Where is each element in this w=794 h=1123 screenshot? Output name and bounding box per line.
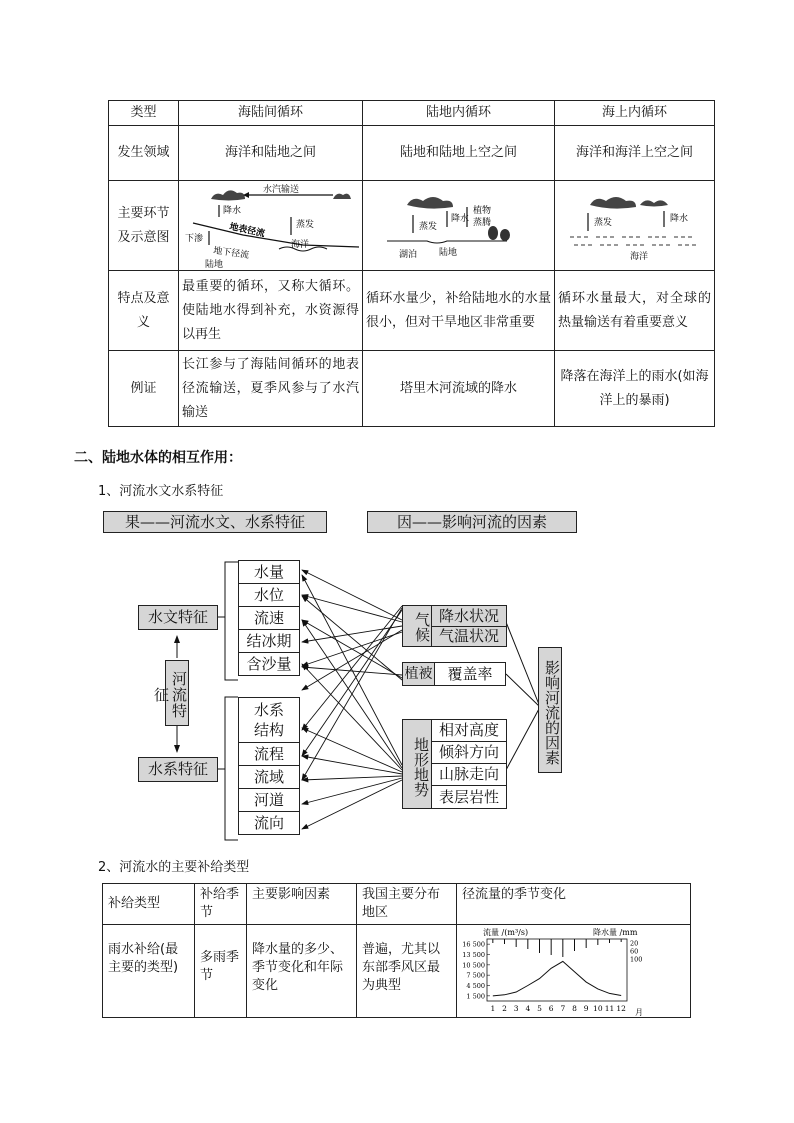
- x-tick-label: 5: [537, 1004, 542, 1013]
- land-cycle-diagram: [363, 181, 555, 271]
- ground-line: [387, 241, 507, 243]
- cloud-icon: [590, 197, 636, 209]
- sea-land-cycle-diagram: [179, 181, 363, 271]
- table-header: 陆地内循环: [363, 101, 555, 126]
- water-cycle-table: [108, 100, 715, 427]
- table-cell: 普遍，尤其以东部季风区最为典型: [357, 925, 457, 1018]
- vegetation-label: 植被: [402, 662, 435, 686]
- terrain-item: 相对高度: [431, 719, 507, 742]
- x-tick-label: 10: [593, 1004, 603, 1013]
- sea-cycle-svg: [560, 183, 710, 269]
- factor-line: [506, 707, 540, 770]
- y-tick-label: 16 500: [462, 940, 485, 949]
- row-label: 例证: [109, 351, 179, 427]
- sea-cycle-diagram: [555, 181, 715, 271]
- system-item: 流向: [238, 811, 300, 835]
- table-header: 补给季节: [195, 884, 247, 925]
- x-tick-label: 3: [513, 1004, 519, 1013]
- table-header: 类型: [109, 101, 179, 126]
- y-tick-label: 13 500: [462, 951, 485, 959]
- cloud-icon: [640, 200, 668, 206]
- river-feature-label: 河流特征: [165, 660, 189, 726]
- terrain-label: 地形地势: [402, 719, 432, 809]
- table-header: 海陆间循环: [179, 101, 363, 126]
- climate-label: 气候: [402, 605, 432, 647]
- label-rain: 降水: [669, 213, 688, 224]
- table-cell: 海洋和海洋上空之间: [555, 126, 715, 181]
- label-plant: 植物: [472, 205, 491, 216]
- label-sea: 海洋: [290, 239, 309, 250]
- x-tick-label: 8: [572, 1004, 577, 1013]
- table-header: 海上内循环: [555, 101, 715, 126]
- table-header: 补给类型: [103, 884, 195, 925]
- label-evap: 蒸发: [418, 221, 437, 232]
- label-seep: 下渗: [184, 233, 203, 244]
- flow-connectors: [0, 540, 794, 850]
- label-evap: 蒸发: [295, 219, 314, 230]
- x-tick-label: 4: [525, 1004, 531, 1013]
- hydro-bracket: [225, 562, 238, 680]
- sea-land-cycle-svg: [183, 183, 359, 269]
- x-tick-label: 11: [604, 1004, 615, 1013]
- y2-tick-label: 20: [630, 939, 639, 948]
- label-rain: 降水: [222, 205, 241, 216]
- factor-label: 影响河流的因素: [538, 647, 562, 773]
- cloud-icon: [407, 197, 453, 209]
- label-land: 陆地: [438, 247, 457, 258]
- section-heading: 二、陆地水体的相互作用：: [74, 450, 242, 466]
- table-header: 我国主要分布地区: [357, 884, 457, 925]
- table-header: 径流量的季节变化: [457, 884, 691, 925]
- table-header: 主要影响因素: [247, 884, 357, 925]
- terrain-item: 表层岩性: [431, 785, 507, 809]
- table-cell: 海洋和陆地之间: [179, 126, 363, 181]
- table-cell: 循环水量最大，对全球的热量输送有着重要意义: [555, 271, 715, 351]
- table-cell: 循环水量少，补给陆地水的水量很小，但对干旱地区非常重要: [363, 271, 555, 351]
- label-evap: 蒸发: [593, 217, 612, 228]
- land-surface: [193, 223, 359, 247]
- chart-y2label: 降水量 /mm: [593, 928, 638, 937]
- subheading-2: 2、河流水的主要补给类型: [98, 860, 250, 875]
- x-tick-label: 9: [583, 1004, 589, 1013]
- row-label: 发生领域: [109, 126, 179, 181]
- table-cell: 塔里木河流域的降水: [363, 351, 555, 427]
- runoff-chart-cell: [457, 925, 691, 1018]
- climate-item: 气温状况: [431, 626, 507, 647]
- hydro-item: 流速: [238, 606, 300, 630]
- x-tick-label: 7: [560, 1004, 566, 1013]
- hydro-item: 水位: [238, 583, 300, 607]
- x-tick-label: 6: [548, 1004, 554, 1013]
- cause-header: 因——影响河流的因素: [367, 511, 577, 533]
- vegetation-item: 覆盖率: [434, 662, 506, 686]
- factor-line: [506, 674, 540, 707]
- label-lake: 湖泊: [398, 249, 417, 260]
- system-items-list: [238, 697, 300, 835]
- x-tick-label: 1: [490, 1004, 496, 1013]
- table-cell: 陆地和陆地上空之间: [363, 126, 555, 181]
- label-land: 陆地: [204, 259, 223, 269]
- label-sea: 海洋: [629, 251, 648, 262]
- x-tick-label: 2: [502, 1004, 507, 1013]
- system-item: 河道: [238, 788, 300, 812]
- cloud-icon: [211, 190, 245, 200]
- row-label: 特点及意义: [109, 271, 179, 351]
- system-feature-label: 水系特征: [138, 757, 218, 782]
- climate-item: 降水状况: [431, 605, 507, 627]
- y-tick-label: 10 500: [462, 961, 485, 970]
- label-vapor: 水汽输送: [262, 184, 299, 195]
- hydro-feature-label: 水文特征: [138, 605, 218, 630]
- label-rain: 降水: [450, 213, 469, 224]
- terrain-item: 倾斜方向: [431, 741, 507, 764]
- label-ground: 地下径流: [212, 245, 250, 261]
- tree-icon: [500, 229, 510, 241]
- supply-type-table: [102, 883, 691, 1018]
- table-cell: 降水量的多少、季节变化和年际变化: [247, 925, 357, 1018]
- hydro-items-list: [238, 560, 300, 676]
- label-surface: 地表径流: [227, 221, 266, 239]
- row-label: 主要环节及示意图: [109, 181, 179, 271]
- runoff-line: [493, 961, 621, 995]
- system-item: 流程: [238, 742, 300, 766]
- hydro-item: 结冰期: [238, 629, 300, 653]
- table-cell: 最重要的循环，又称大循环。使陆地水得到补充，水资源得以再生: [179, 271, 363, 351]
- cause-arrows: [302, 570, 402, 829]
- y-tick-label: 1 500: [466, 992, 485, 1001]
- table-cell: 降落在海洋上的雨水(如海洋上的暴雨): [555, 351, 715, 427]
- hydro-item: 水量: [238, 560, 300, 584]
- subheading-1: 1、河流水文水系特征: [98, 484, 224, 499]
- y2-tick-label: 100: [630, 955, 643, 964]
- land-cycle-svg: [367, 183, 551, 269]
- runoff-chart: [457, 925, 687, 1017]
- system-item: 流域: [238, 765, 300, 789]
- terrain-item: 山脉走向: [431, 763, 507, 786]
- table-cell: 长江参与了海陆间循环的地表径流输送，夏季风参与了水汽输送: [179, 351, 363, 427]
- label-transp: 蒸腾: [472, 217, 491, 228]
- tree-icon: [488, 226, 498, 240]
- hydro-item: 含沙量: [238, 652, 300, 676]
- table-cell: 雨水补给(最主要的类型): [103, 925, 195, 1018]
- factor-line: [506, 622, 540, 707]
- cloud-icon: [333, 193, 351, 198]
- chart-xlabel: 月: [635, 1008, 643, 1017]
- result-header: 果——河流水文、水系特征: [103, 511, 327, 533]
- y-tick-label: 7 500: [466, 971, 485, 980]
- y-tick-label: 4 500: [466, 982, 485, 990]
- system-bracket: [225, 697, 238, 840]
- chart-ylabel: 流量 /(m³/s): [483, 928, 529, 937]
- x-tick-label: 12: [616, 1004, 626, 1013]
- y2-tick-label: 60: [630, 947, 639, 956]
- table-cell: 多雨季节: [195, 925, 247, 1018]
- system-item: 水系结构: [238, 697, 300, 743]
